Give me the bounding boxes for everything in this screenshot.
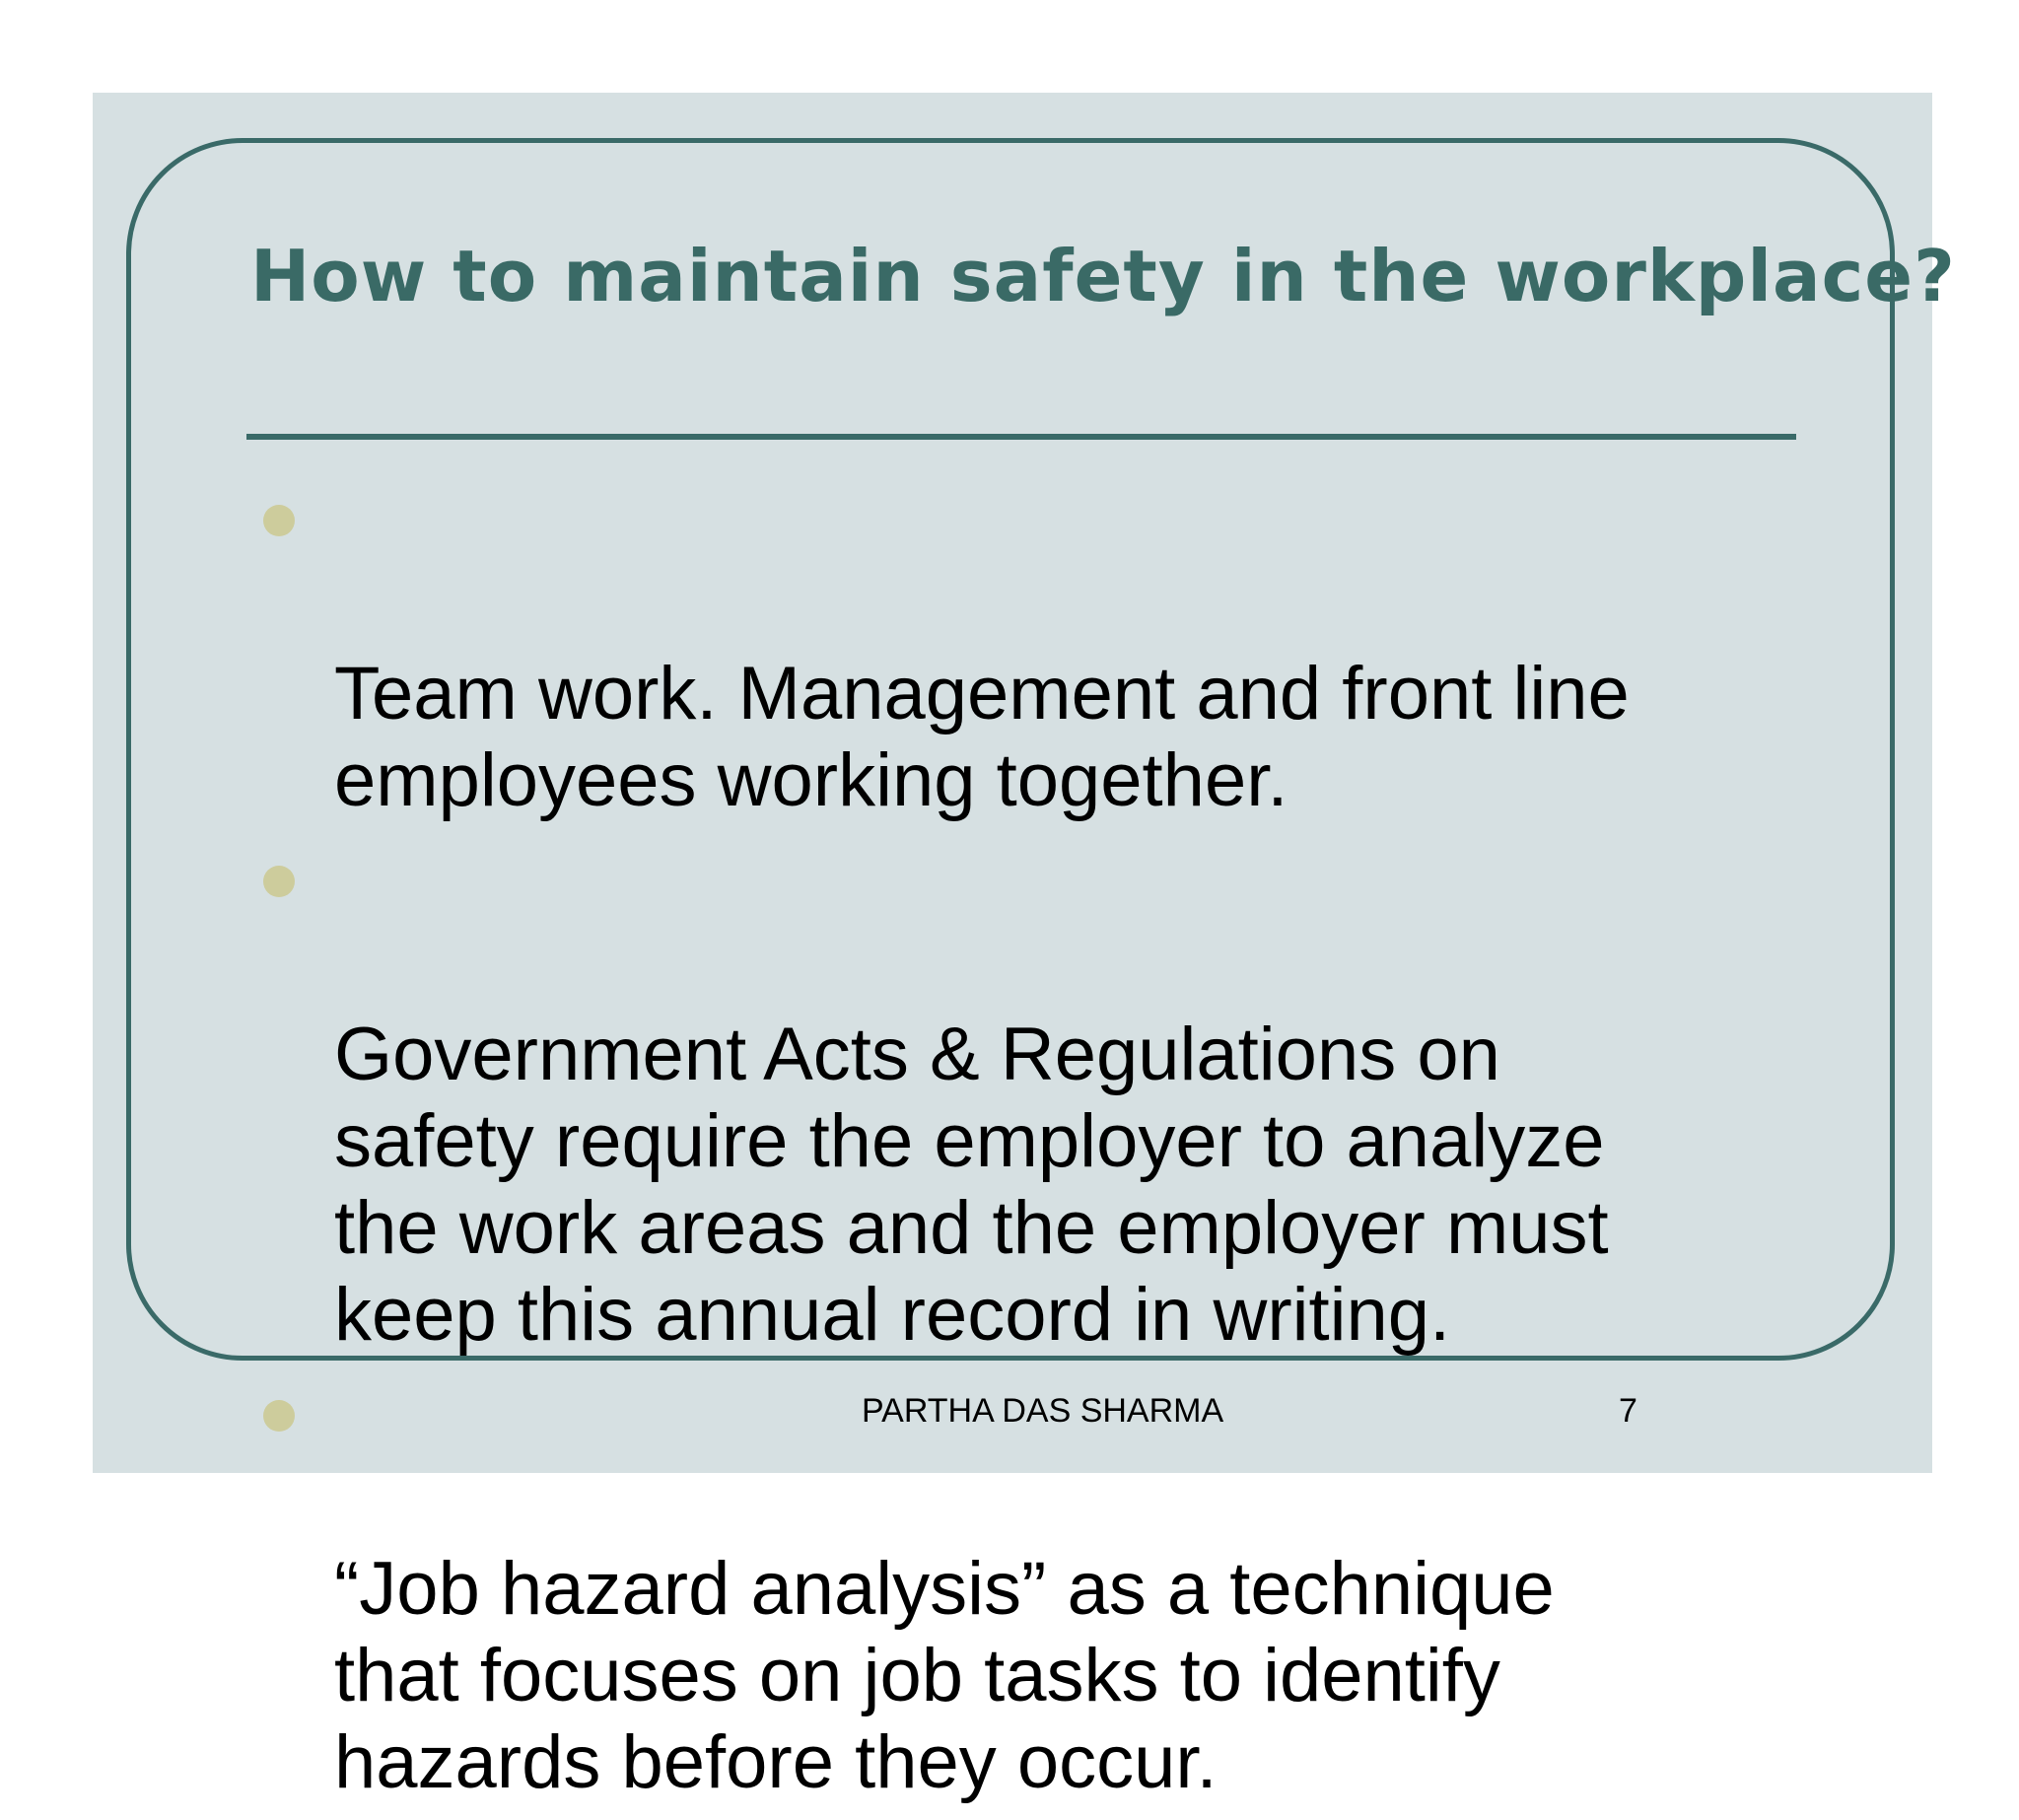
bullet-item <box>334 838 1813 1359</box>
bullet-dot-icon <box>263 1400 295 1432</box>
title-divider <box>246 434 1796 440</box>
bullet-item <box>334 1372 1813 1806</box>
footer-author: PARTHA DAS SHARMA <box>862 1392 1224 1430</box>
bullet-text: “Job hazard analysis” as a technique that focuses on job tasks to identify hazards before they occur. <box>334 1547 1555 1804</box>
bullet-text: Team work. Management and front line employees working together. <box>334 652 1630 822</box>
bullet-dot-icon <box>263 505 295 536</box>
bullet-list <box>334 477 1813 1820</box>
bullet-dot-icon <box>263 866 295 897</box>
page-number: 7 <box>1619 1392 1637 1430</box>
slide <box>93 93 1956 1804</box>
bullet-text: Government Acts & Regulations on safety require the employer to analyze the work areas and the employer must keep this annual record in writing. <box>334 1013 1609 1357</box>
bullet-item <box>334 477 1813 824</box>
slide-title: How to maintain safety in the workplace? <box>250 235 1956 317</box>
